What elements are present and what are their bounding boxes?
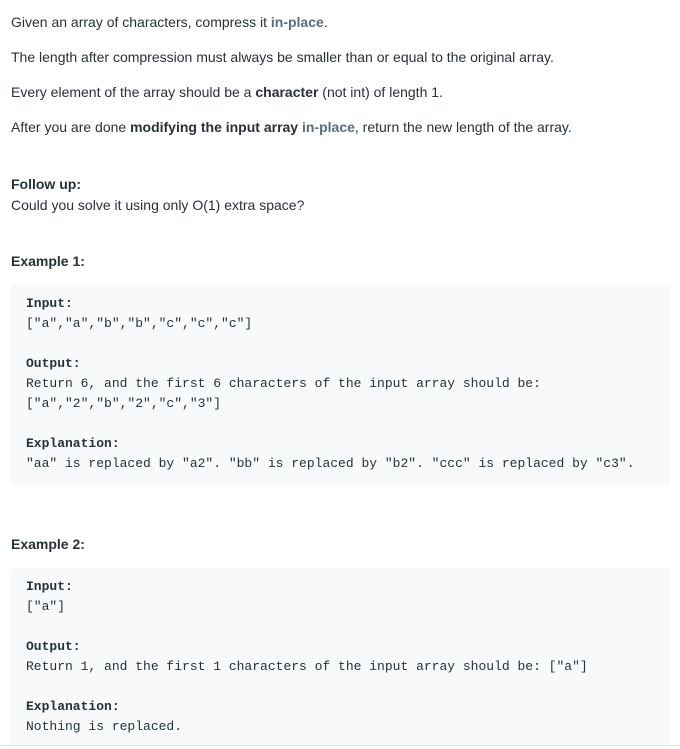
example-1-heading: Example 1:: [11, 253, 85, 269]
intro-paragraph-3: [11, 82, 443, 102]
intro-p4-end: , return the new length of the array.: [354, 119, 572, 135]
modifying-emphasis: modifying the input array: [130, 119, 299, 135]
example-1-input-label: Input:: [26, 296, 73, 311]
example-2-heading: Example 2:: [11, 536, 85, 552]
example-1-output-line-1: Return 6, and the first 6 characters of the input array should be:: [26, 376, 541, 391]
intro-p3-end: (not int) of length 1.: [318, 84, 443, 100]
example-1-output-line-2: ["a","2","b","2","c","3"]: [26, 396, 222, 411]
example-1-explanation-text: "aa" is replaced by "a2". "bb" is replaced by "b2". "ccc" is replaced by "c3".: [26, 456, 635, 471]
example-1-code-block: [11, 285, 670, 485]
example-2-input-label: Input:: [26, 579, 73, 594]
example-1-output-label: Output:: [26, 356, 81, 371]
example-2-explanation-label: Explanation:: [26, 699, 120, 714]
example-2-code-block: [11, 568, 670, 745]
intro-paragraph-2: The length after compression must always be smaller than or equal to the original array.: [11, 49, 554, 65]
in-place-link-2[interactable]: in-place: [301, 119, 355, 135]
example-2-explanation-text: Nothing is replaced.: [26, 719, 183, 734]
intro-p1-text: Given an array of characters, compress it: [11, 14, 271, 30]
intro-p4-text: After you are done: [11, 119, 131, 135]
character-emphasis: character: [255, 84, 319, 100]
in-place-link[interactable]: in-place: [270, 14, 324, 30]
intro-paragraph-1: [11, 12, 328, 32]
follow-up-text: Could you solve it using only O(1) extra space?: [11, 197, 305, 213]
example-2-input-value: ["a"]: [26, 599, 66, 614]
bottom-divider: [0, 745, 680, 746]
example-1-input-value: ["a","a","b","b","c","c","c"]: [26, 316, 253, 331]
example-2-output-label: Output:: [26, 639, 81, 654]
example-2-output-line-1: Return 1, and the first 1 characters of the input array should be: ["a"]: [26, 659, 588, 674]
intro-p1-end: .: [323, 14, 328, 30]
intro-paragraph-4: [11, 117, 572, 137]
example-1-explanation-label: Explanation:: [26, 436, 120, 451]
intro-p3-text: Every element of the array should be a: [11, 84, 256, 100]
follow-up-heading: Follow up:: [11, 176, 81, 192]
